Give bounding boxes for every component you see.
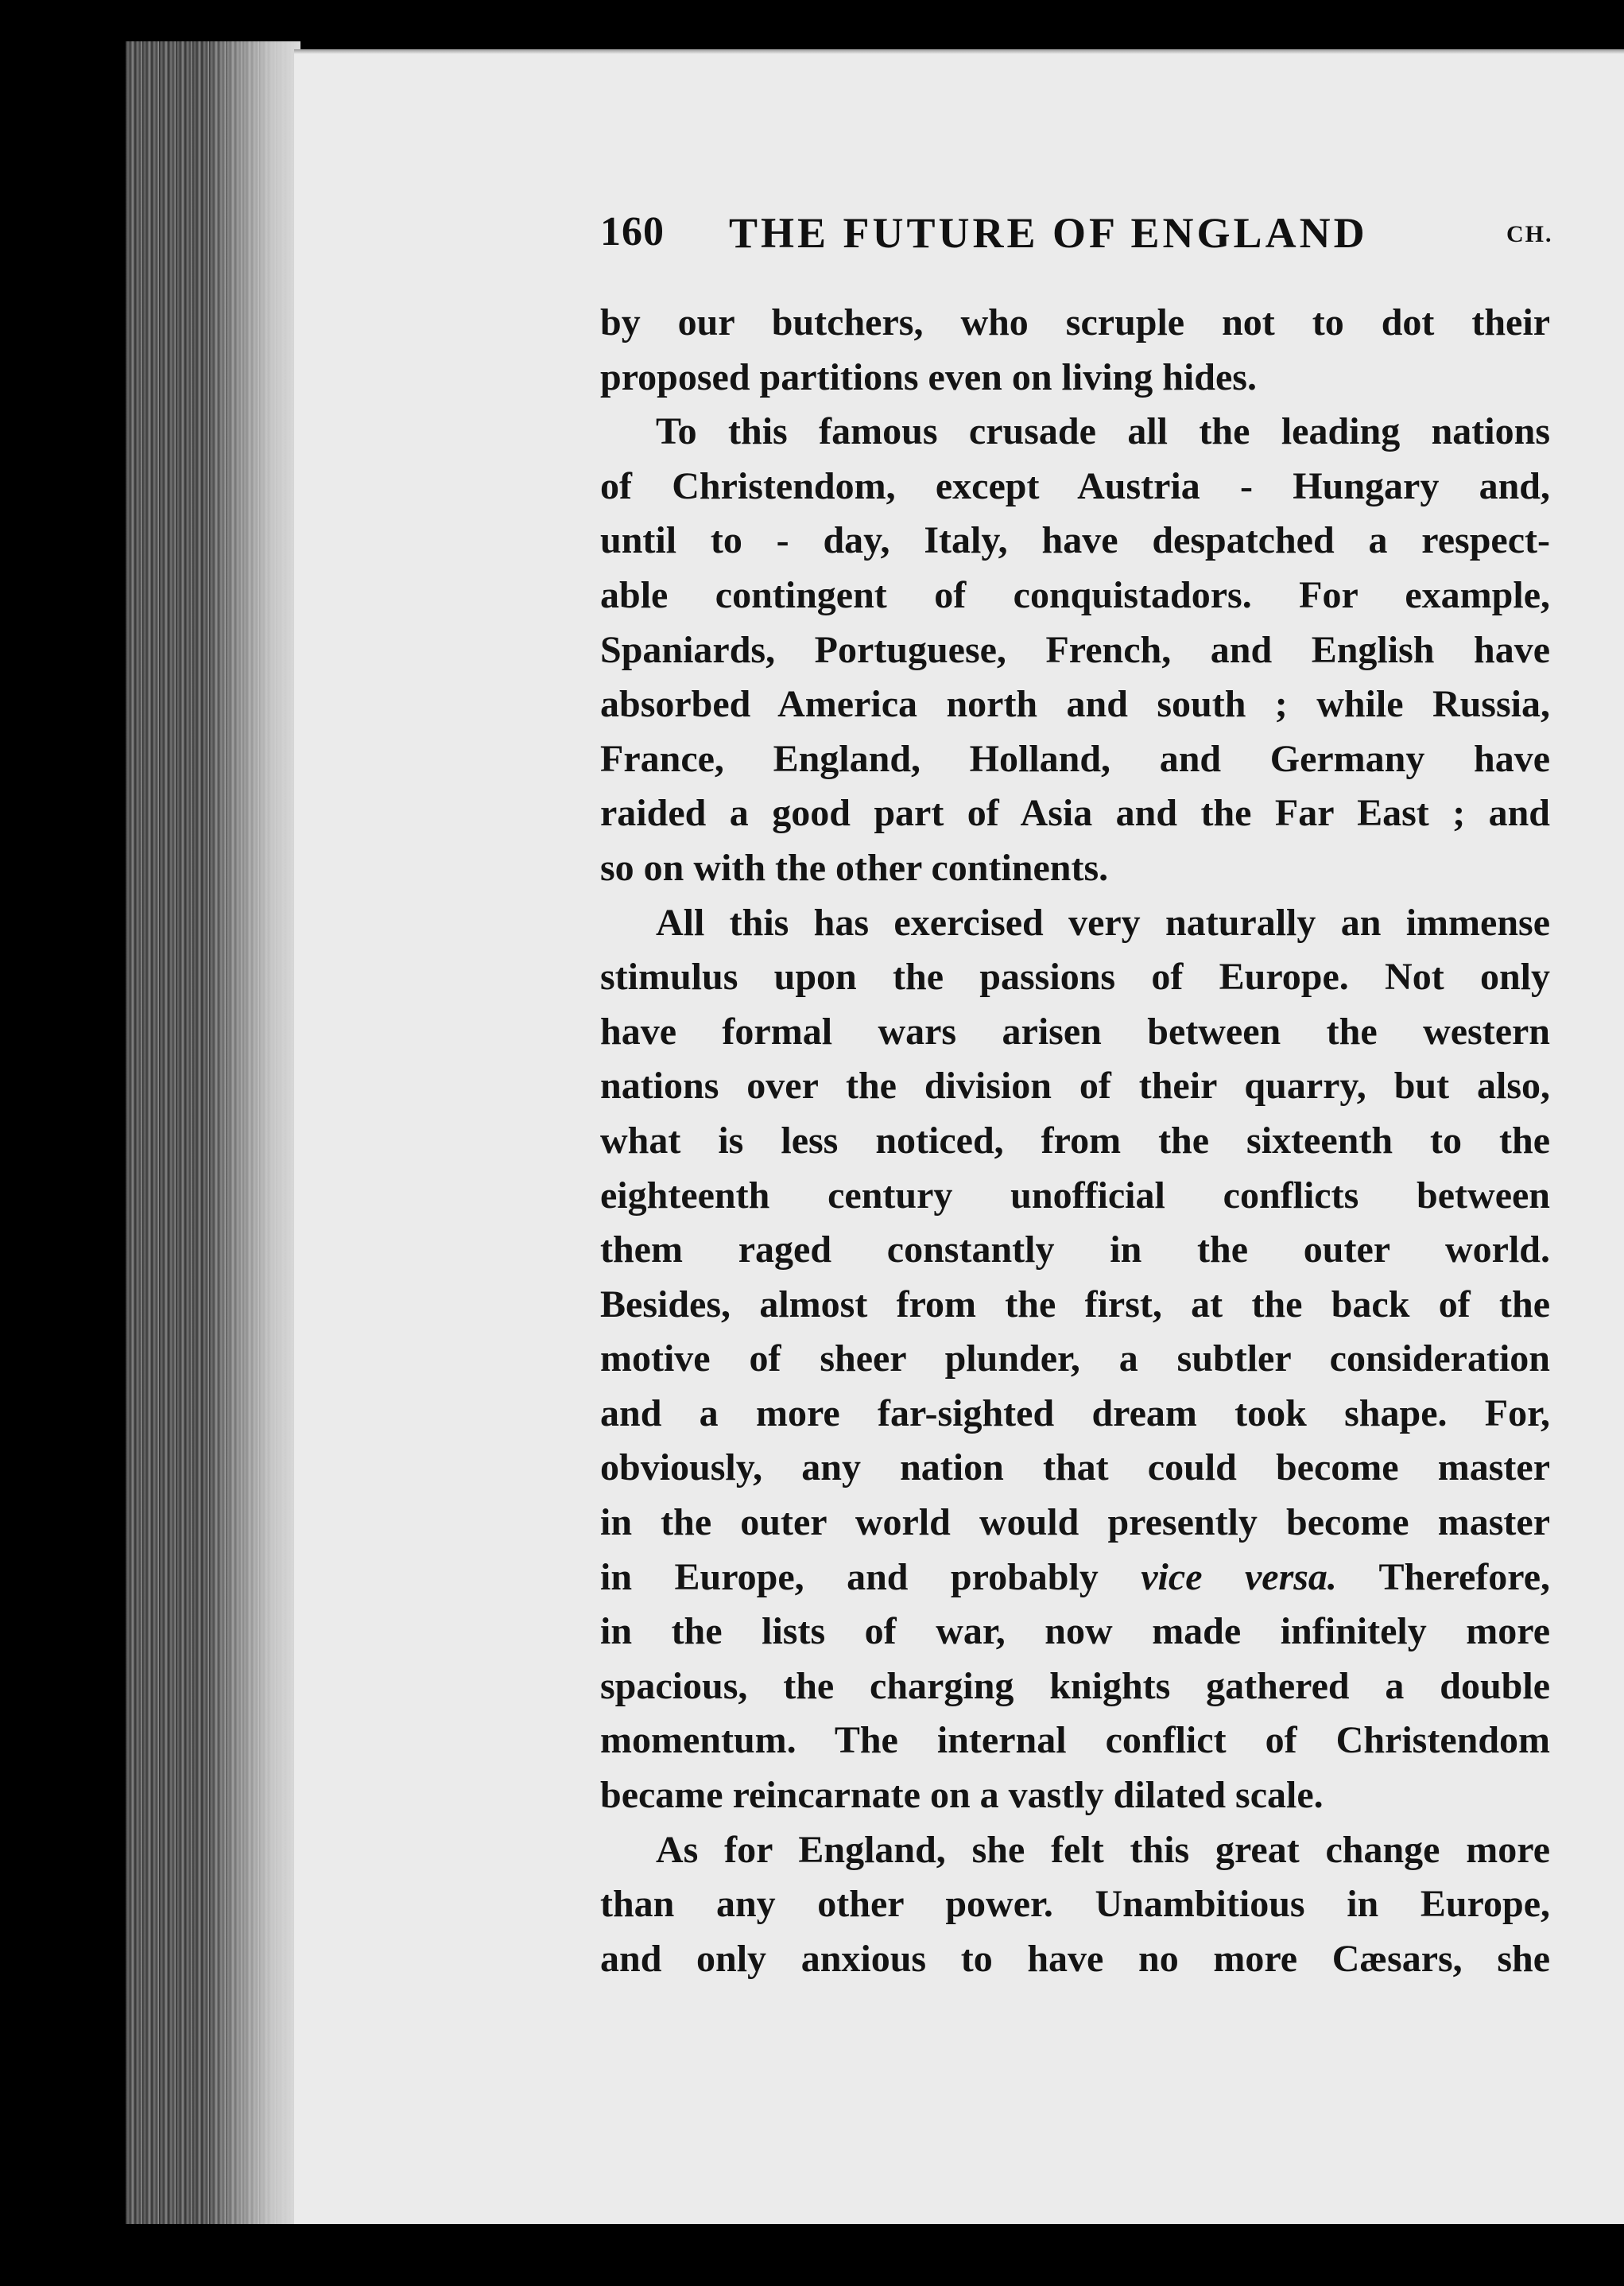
scan-border-bottom	[0, 2224, 1624, 2286]
text-line: spacious, the charging knights gathered a double	[600, 1664, 1550, 1707]
text-line: until to - day, Italy, have despatched a respect-	[600, 519, 1550, 562]
text-line: able contingent of conquistadors. For example,	[600, 573, 1550, 616]
text-line: obviously, any nation that could become master	[600, 1446, 1550, 1489]
text-segment: in Europe, and probably	[600, 1555, 1141, 1598]
text-line: of Christendom, except Austria - Hungary and,	[600, 464, 1550, 507]
text-line-with-italic	[600, 1551, 1550, 1605]
text-line: them raged constantly in the outer world.	[600, 1228, 1550, 1271]
text-line: To this famous crusade all the leading nations	[656, 410, 1550, 453]
text-line: As for England, she felt this great change more	[656, 1828, 1550, 1871]
text-line: have formal wars arisen between the western	[600, 1010, 1550, 1053]
text-line: became reincarnate on a vastly dilated scale.	[600, 1774, 1324, 1817]
chapter-abbreviation: CH.	[1506, 221, 1553, 247]
body-text	[600, 296, 1550, 1986]
text-line: so on with the other continents.	[600, 846, 1109, 889]
text-line: and only anxious to have no more Cæsars, she	[600, 1937, 1550, 1980]
text-line: momentum. The internal conflict of Christendom	[600, 1719, 1550, 1762]
text-line: All this has exercised very naturally an immense	[656, 901, 1550, 944]
text-line: motive of sheer plunder, a subtler consideration	[600, 1337, 1550, 1380]
text-line: proposed partitions even on living hides.	[600, 355, 1257, 398]
text-line: raided a good part of Asia and the Far East ; and	[600, 792, 1550, 835]
page-number: 160	[600, 209, 665, 254]
text-line: in the outer world would presently become master	[600, 1501, 1550, 1544]
text-line: than any other power. Unambitious in Europe,	[600, 1883, 1550, 1926]
running-header	[600, 208, 1554, 264]
running-title: THE FUTURE OF ENGLAND	[729, 209, 1368, 257]
text-line: eighteenth century unofficial conflicts between	[600, 1174, 1550, 1217]
text-line: Spaniards, Portuguese, French, and English have	[600, 628, 1550, 671]
text-line: absorbed America north and south ; while Russia,	[600, 683, 1550, 726]
text-line: and a more far-sighted dream took shape. For,	[600, 1391, 1550, 1434]
text-line: nations over the division of their quarry, but also,	[600, 1065, 1550, 1108]
text-line: stimulus upon the passions of Europe. Not only	[600, 956, 1550, 999]
text-line: in the lists of war, now made infinitely more	[600, 1610, 1550, 1653]
book-page-edges	[126, 41, 300, 2224]
text-segment: Therefore,	[1336, 1555, 1550, 1598]
text-line: by our butchers, who scruple not to dot their	[600, 301, 1550, 343]
italic-phrase: vice versa.	[1141, 1555, 1337, 1598]
text-line: Besides, almost from the first, at the back of the	[600, 1283, 1550, 1325]
text-line: France, England, Holland, and Germany have	[600, 737, 1550, 780]
text-line: what is less noticed, from the sixteenth to the	[600, 1119, 1550, 1162]
